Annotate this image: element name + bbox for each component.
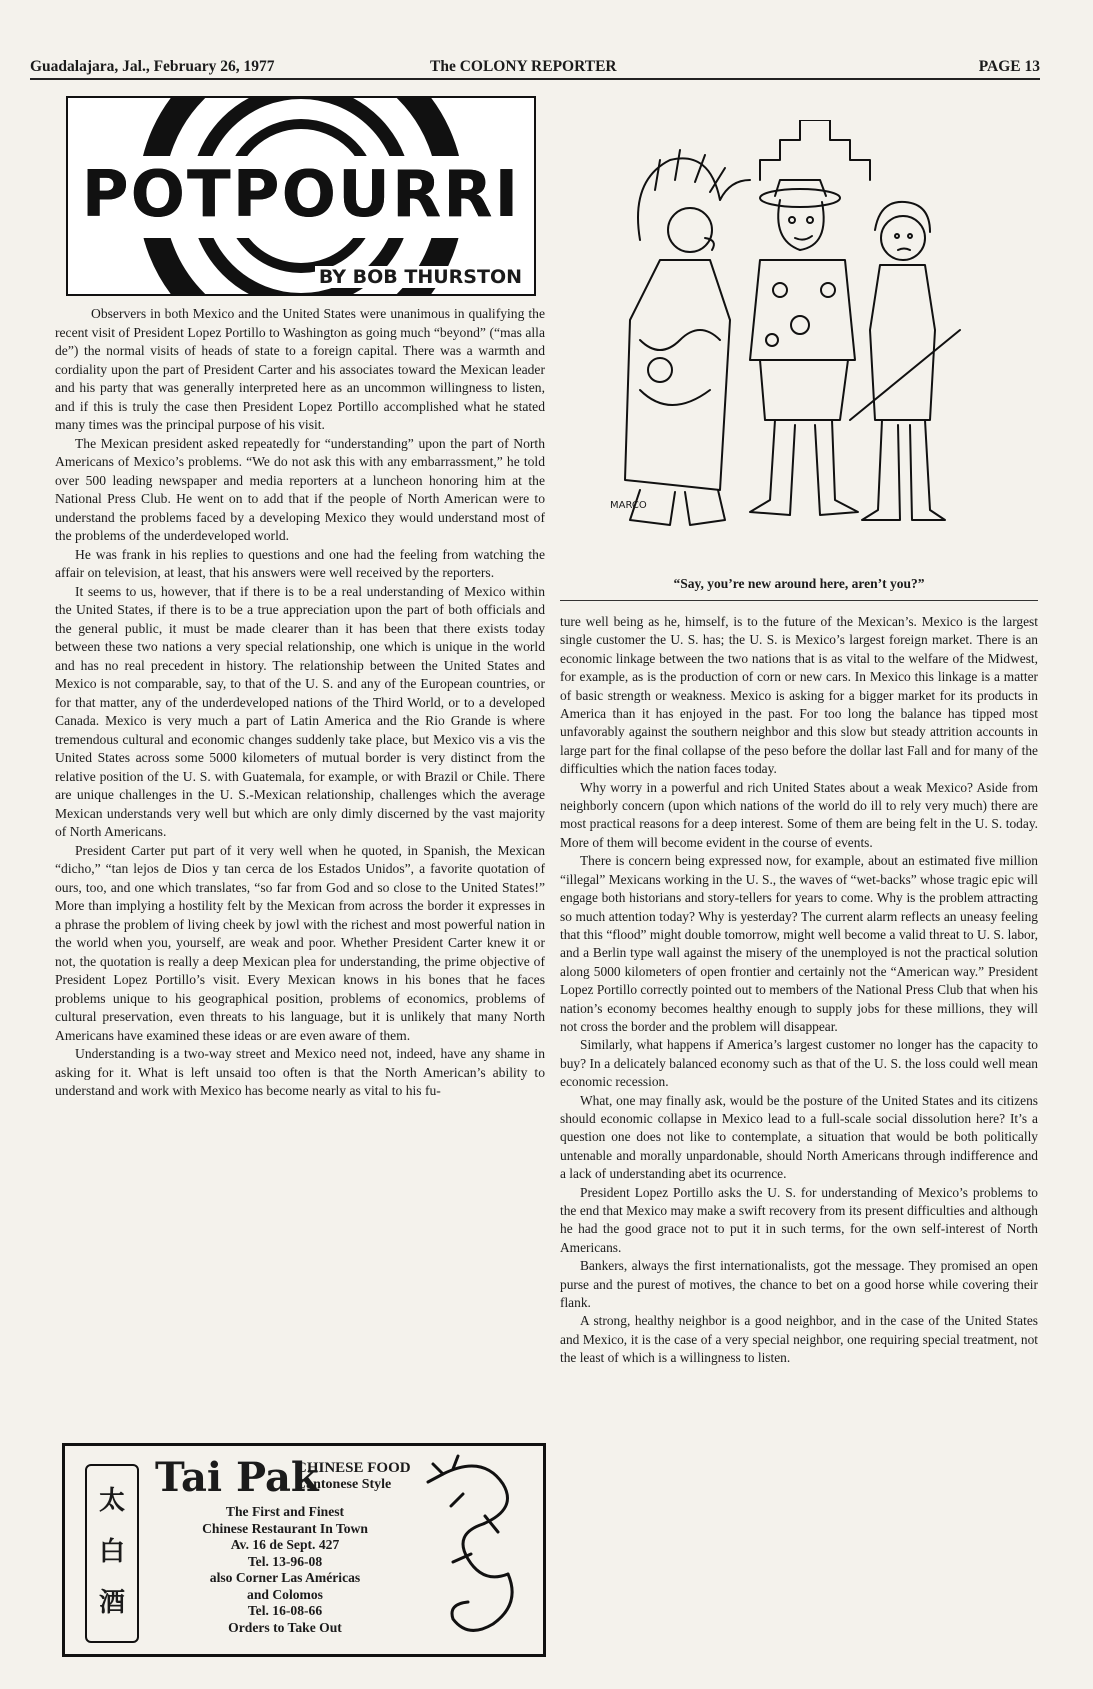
ad-line: and Colomos [247,1586,323,1602]
article-column-right [560,613,1038,1368]
ad-line: Chinese Restaurant In Town [202,1520,368,1536]
article-paragraph: Similarly, what happens if America’s largest customer no longer has the capacity to buy? In a delicately balanced economy such as that of the U. S. the loss could well mean economic recession. [560,1037,1038,1090]
caption-rule [560,600,1038,601]
dragon-icon [423,1454,523,1644]
article-paragraph: Bankers, always the first internationalists, got the message. They promised an open purse and the purest of motives, the chance to bet on a good horse while covering their flank. [560,1258,1038,1311]
cartoon-caption: “Say, you’re new around here, aren’t you?” [673,576,925,591]
article-paragraph: There is concern being expressed now, for example, about an estimated five million “illegal” Mexicans working in the U. S., the waves of “wet-backs” whose tragic epic will engage both historians and story-tellers for years to come. Why is the problem attracting so much attention today? Why is yesterday? The current alarm reflects an uneasy feeling that this “flood” might double tomorrow, might well become a valid threat to U. S. labor, and a Berlin type wall against the misery of the unemployed is not the practical solution along 5000 kilometers of open frontier and certainly not the “American way.” President Lopez Portillo correctly pointed out to members of the National Press Club that when his nation’s economy becomes healthy enough to supply jobs for these millions, they will not cross the border and the problem will disappear. [560,853,1038,1034]
article-paragraph: A strong, healthy neighbor is a good neighbor, and in the case of the United States and Mexico, it is the case of a very special neighbor, one requiring special treatment, not the least of which is a willingness to listen. [560,1313,1038,1366]
editorial-cartoon [600,120,1000,550]
article-paragraph: President Lopez Portillo asks the U. S. for understanding of Mexico’s problems to the end that Mexico may make a swift recovery from its present difficulties and although he had the good grace not to put it in such terms, for the own self-interest of North Americans. [560,1184,1038,1255]
restaurant-name: Tai Pak [155,1454,319,1501]
article-paragraph: ture well being as he, himself, is to the future of the Mexican’s. Mexico is the largest single customer the U. S. has; the U. S. is Mexico’s largest foreign market. There is an economic linkage between the two nations that is as vital to the welfare of the Midwest, for example, as is the production of corn or new cars. In Mexico this linkage is a matter of basic strength or weakness. Mexico is asking for a bigger market for its products in America than it has enjoyed in the past. For too long the balance has tipped most unfavorably against the southern neighbor and this slow but steady attrition accounts in large part for the final collapse of the peso before the dollar last Fall and for many of the difficulties which the nation faces today. [560,614,1038,777]
article-paragraph: President Carter put part of it very well when he quoted, in Spanish, the Mexican “dicho,” “tan lejos de Dios y tan cerca de los Estados Unidos”, a favorite quotation of ours, too, and one which translates, “so far from God and so close to the United States!” More than implying a hostility felt by the Mexican from across the border it expresses in a phrase the problem of living cheek by jowl with the richest and most powerful nation in the world when you, yourself, are weak and poor. Whether President Carter knew it or not, the quotation is really a deep Mexican plea for understanding, the prime objective of President Lopez Portillo’s visit. Every Mexican knows in his bones that he faces problems unique to his geographical position, problems of economics, problems of cultural preservation, even threats to his language, but it is unlikely that many North Americans have examined these ideas or are even aware of them. [55,842,545,1043]
ad-line: Tel. 16-08-66 [247,1603,323,1618]
cartoon-drawing [600,120,1000,550]
chinese-seal [85,1464,139,1643]
article-paragraph: What, one may finally ask, would be the posture of the United States and its citizens should economic collapse in Mexico lead to a full-scale social dissolution here? It’s a question one does not like to contemplate, a situation that would be both politically untenable and morally unpardonable, should North Americans through indifference and a lack of understanding abet its ocurrence. [560,1092,1038,1182]
article-paragraph: The Mexican president asked repeatedly for “understanding” upon the part of North Americans of Mexico’s problems. “We do not ask this with any embarrassment,” he told over 500 leading newspaper and media reporters at a luncheon honoring him at the National Press Club. He went on to add that if the people of North American were to understand the problems faced by a developing Mexico they would understand most of the problems of the underdeveloped world. [55,435,545,543]
restaurant-advertisement [62,1443,546,1657]
article-paragraph: Observers in both Mexico and the United States were unanimous in qualifying the recent visit of President Lopez Portillo to Washington as going much “beyond” (“mas alla de”) the normal visits of heads of state to a foreign capital. There was a warmth and cordiality upon the part of President Carter and his associates toward the Mexican leader and his party that was generally interpreted here as an uncommon willingness to listen, and if this is truly the case then President Lopez Portillo accomplished what he stated many times was the principal purpose of his visit. [55,306,545,432]
article-column-left [55,305,545,1101]
article-paragraph: He was frank in his replies to questions and one had the feeling from watching the affair on television, at least, that his answers were well received by the reporters. [55,546,545,580]
article-paragraph: Understanding is a two-way street and Mexico need not, indeed, have any shame in asking for it. What is left unsaid too often is that the North American’s ability to understand and work with Mexico has become nearly as vital to his fu- [55,1046,545,1098]
page-number: PAGE 13 [978,58,1040,75]
article-paragraph: Why worry in a powerful and rich United States about a weak Mexico? Aside from neighborly concern (upon which nations of the world do ill to rely very much) there are most practical reasons for a deep interest. Some of them are being felt in the U. S. today. More of them will become evident in the course of events. [560,779,1038,850]
ad-line: The First and Finest [225,1504,345,1519]
seal-character: 酒 [98,1588,125,1618]
ad-details [135,1504,435,1636]
column-title: POTPOURRI [81,158,521,232]
cartoonist-signature: MARCO [610,500,647,511]
ad-line: Av. 16 de Sept. 427 [230,1537,340,1552]
article-paragraph: It seems to us, however, that if there is to be a real understanding of Mexico within the United States, if there is to be a true appreciation upon the part of both officials and the general public, it must be made clearer than it has been that there exists today between these two nations a very special relationship, one which is unique in the world and has no real precedent in history. The relationship between the United States and Mexico is not comparable, say, to that of the U. S. and any of the European countries, or for that matter, any of the underdeveloped nations of the Third World, or to a developed Canada. Mexico is very much a part of Latin America and the Rio Grande is where tremendous cultural and economic changes suddenly take place, but Mexico vis a vis the United States across some 5000 kilometers of mutual border is very distinct from the relative position of the U. S. with Guatemala, for example, or with Brazil or Chile. There are unique challenges in the U. S.-Mexican relationship, challenges which the average Mexican understands very well but which are only dimly discerned by the vast majority of North Americans. [55,583,545,839]
ad-line: Tel. 13-96-08 [247,1553,323,1569]
newspaper-name: The COLONY REPORTER [430,58,617,75]
page-header [30,50,1040,80]
header-rule [30,78,1040,80]
ad-line: Orders to Take Out [228,1619,342,1635]
column-byline: BY BOB THURSTON [315,266,526,288]
column-logo [66,96,536,296]
seal-character: 太 [98,1486,125,1516]
ad-style: Cantonese Style [296,1477,392,1492]
ad-cuisine: CHINESE FOOD [296,1460,411,1476]
seal-character: 白 [98,1537,125,1567]
dateline: Guadalajara, Jal., February 26, 1977 [30,58,275,75]
ad-line: also Corner Las Américas [209,1570,361,1585]
